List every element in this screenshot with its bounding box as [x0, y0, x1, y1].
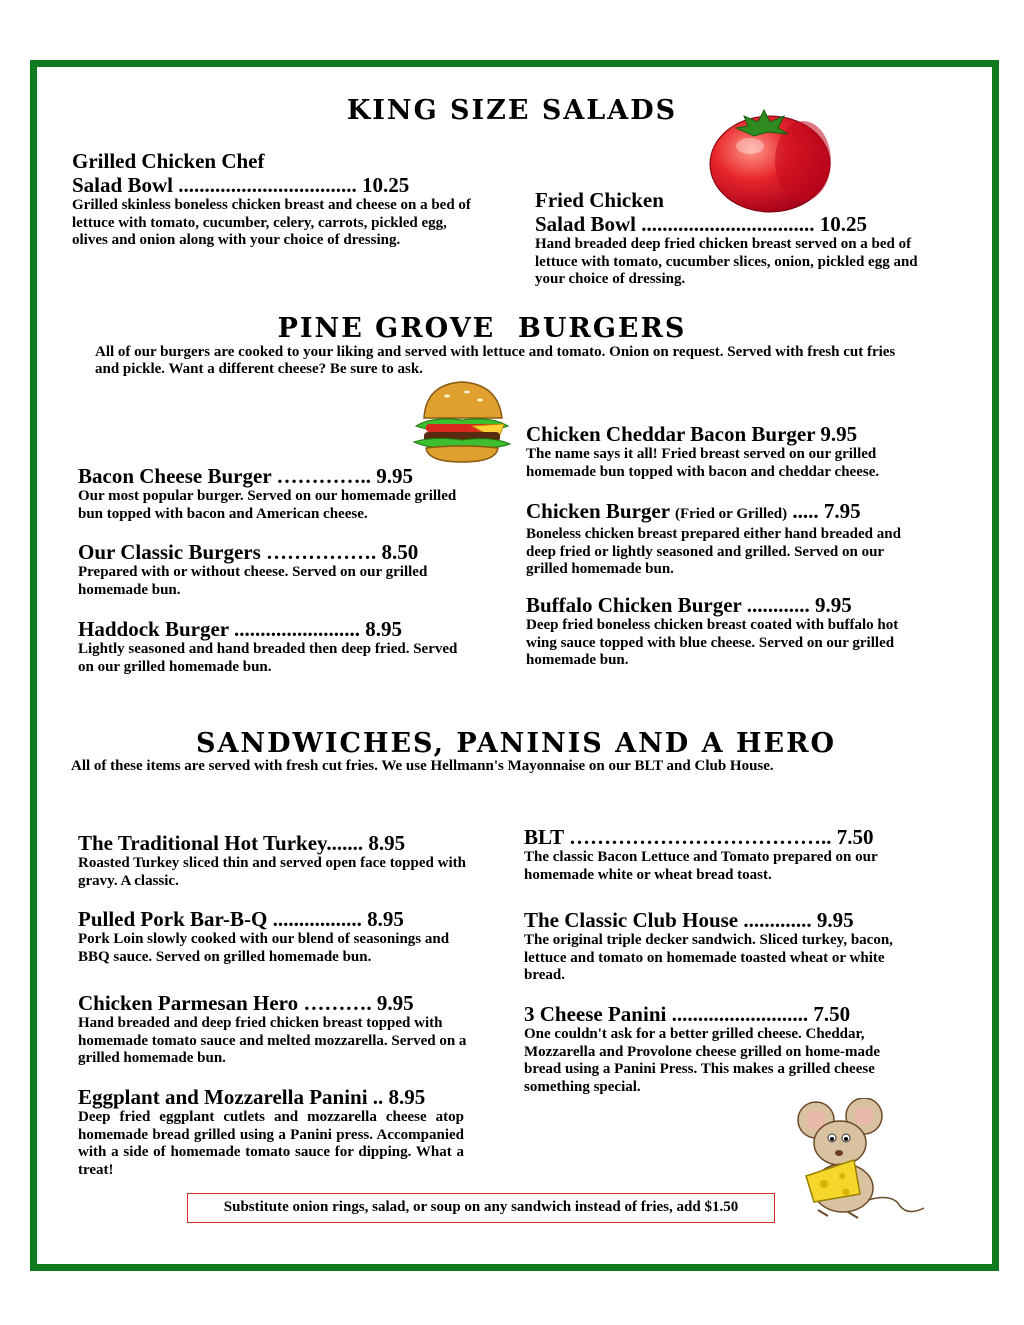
item-description: The original triple decker sandwich. Sliced turkey, bacon, lettuce and tomato on homemade toasted wheat or white bread. — [524, 932, 893, 983]
item-name-line2: Salad Bowl .................................. 10.25 — [72, 173, 410, 197]
menu-item-3-cheese-panini — [524, 1002, 919, 1096]
item-description: Roasted Turkey sliced thin and served open face topped with gravy. A classic. — [78, 855, 466, 889]
item-name — [526, 499, 921, 526]
item-description: Hand breaded and deep fried chicken breast topped with homemade tomato sauce and melted mozzarella. Served on a grilled homemade bun. — [78, 1015, 467, 1066]
menu-item-eggplant-panini — [78, 1085, 464, 1179]
menu-item-hot-turkey — [78, 831, 483, 890]
item-name: Chicken Cheddar Bacon Burger 9.95 — [526, 422, 858, 446]
menu-item-buffalo-chicken-burger — [526, 593, 921, 670]
item-description: The classic Bacon Lettuce and Tomato prepared on our homemade white or wheat bread toast. — [524, 849, 878, 883]
item-description: Pork Loin slowly cooked with our blend of seasonings and BBQ sauce. Served on grilled homemade bun. — [78, 931, 450, 965]
item-name-price: ..... 7.95 — [787, 499, 861, 523]
item-description: One couldn't ask for a better grilled cheese. Cheddar, Mozzarella and Provolone cheese grilled on home-made bread using a Panini Press. This makes a grilled cheese something special. — [524, 1026, 881, 1095]
item-name-main: Chicken Burger — [526, 499, 675, 523]
item-description: Deep fried boneless chicken breast coated with buffalo hot wing sauce topped with blue cheese. Served on our grilled homemade bun. — [526, 617, 899, 668]
menu-item-classic-burgers — [78, 540, 473, 599]
item-name: The Traditional Hot Turkey....... 8.95 — [78, 831, 406, 855]
item-name: Bacon Cheese Burger ………….. 9.95 — [78, 464, 414, 488]
burgers-title: PINE GROVE BURGERS — [277, 313, 687, 344]
menu-item-chicken-cheddar-bacon-burger — [526, 422, 921, 481]
mouse-with-cheese-icon — [788, 1098, 928, 1222]
item-name-line2: Salad Bowl ................................. 10.25 — [535, 212, 867, 236]
menu-item-grilled-chicken-chef-salad — [72, 149, 474, 250]
item-name: Our Classic Burgers ……………. 8.50 — [78, 540, 419, 564]
burgers-intro: All of our burgers are cooked to your liking and served with lettuce and tomato. Onion on request. Served with fresh cut fries and pickle. Want a different cheese? Be sure to ask. — [95, 344, 896, 377]
menu-item-chicken-parmesan-hero — [78, 991, 473, 1068]
item-name: Haddock Burger ........................ 8.95 — [78, 617, 402, 641]
item-description: Lightly seasoned and hand breaded then deep fried. Served on our grilled homemade bun. — [78, 641, 458, 675]
sandwiches-intro: All of these items are served with fresh cut fries. We use Hellmann's Mayonnaise on our BLT and Club House. — [71, 758, 774, 774]
menu-item-haddock-burger — [78, 617, 463, 676]
item-description: Deep fried eggplant cutlets and mozzarella cheese atop homemade bread grilled using a Panini press. Accompanied with a side of homemade tomato sauce for dipping. What a treat! — [78, 1109, 464, 1178]
menu-item-club-house — [524, 908, 909, 985]
burger-icon — [412, 378, 512, 466]
item-name-note: (Fried or Grilled) — [674, 506, 788, 522]
item-description: Our most popular burger. Served on our homemade grilled bun topped with bacon and American cheese. — [78, 488, 457, 522]
item-name-line1: Fried Chicken — [535, 188, 664, 212]
item-description: Prepared with or without cheese. Served on our grilled homemade bun. — [78, 564, 428, 598]
menu-item-pulled-pork — [78, 907, 473, 966]
item-name: The Classic Club House ............. 9.95 — [524, 908, 854, 932]
menu-item-blt — [524, 825, 909, 884]
item-name: Eggplant and Mozzarella Panini .. 8.95 — [78, 1085, 426, 1109]
item-name: Chicken Parmesan Hero ………. 9.95 — [78, 991, 414, 1015]
substitute-note: Substitute onion rings, salad, or soup on any sandwich instead of fries, add $1.50 — [187, 1193, 775, 1223]
menu-item-bacon-cheese-burger — [78, 464, 463, 523]
item-name: Buffalo Chicken Burger ............ 9.95 — [526, 593, 852, 617]
sandwiches-title: SANDWICHES, PANINIS AND A HERO — [195, 728, 837, 759]
salads-title: KING SIZE SALADS — [346, 95, 678, 126]
item-name: Pulled Pork Bar-B-Q ................. 8.95 — [78, 907, 404, 931]
item-description: Boneless chicken breast prepared either hand breaded and deep fried or lightly seasoned and grilled. Served on our grilled homemade bun. — [526, 526, 901, 577]
item-name: BLT ……………………………….. 7.50 — [524, 825, 874, 849]
item-name-line1: Grilled Chicken Chef — [72, 149, 265, 173]
item-description: Hand breaded deep fried chicken breast served on a bed of lettuce with tomato, cucumber slices, onion, pickled egg and your choice of dressing. — [535, 236, 918, 287]
menu-item-chicken-burger — [526, 499, 921, 579]
tomato-icon — [708, 106, 838, 216]
item-description: Grilled skinless boneless chicken breast and cheese on a bed of lettuce with tomato, cucumber, celery, carrots, pickled egg, olives and onion along with your choice of dressing. — [72, 197, 471, 248]
item-description: The name says it all! Fried breast served on our grilled homemade bun topped with bacon and cheddar cheese. — [526, 446, 880, 480]
item-name: 3 Cheese Panini .......................... 7.50 — [524, 1002, 851, 1026]
